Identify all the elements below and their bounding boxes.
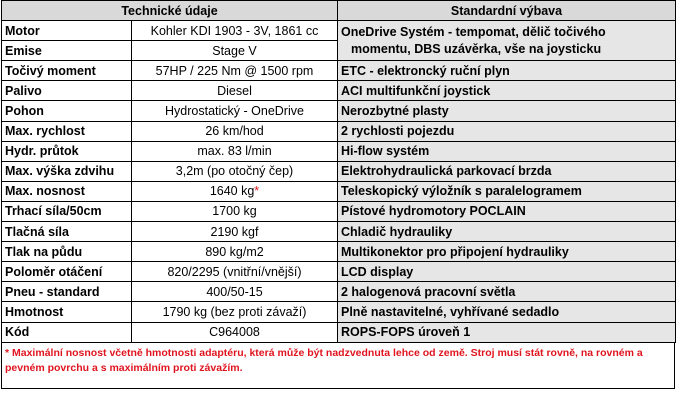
equipment-item: ACI multifunkční joystick	[338, 81, 676, 101]
equipment-item: Nerozbytné plasty	[338, 101, 676, 121]
table-row	[2, 61, 676, 81]
table-row	[2, 322, 676, 342]
row-value: max. 83 l/min	[132, 141, 338, 161]
table-row	[2, 282, 676, 302]
row-label: Tlačná síla	[2, 222, 132, 242]
row-value: 26 km/hod	[132, 121, 338, 141]
equipment-item-onedrive	[338, 21, 676, 61]
row-value: 1790 kg (bez proti závaží)	[132, 302, 338, 322]
equipment-item: LCD display	[338, 262, 676, 282]
row-label: Hmotnost	[2, 302, 132, 322]
row-value: 1640 kg	[209, 184, 255, 199]
row-value: 1700 kg	[132, 201, 338, 221]
footnote	[1, 343, 675, 389]
spec-table	[1, 0, 676, 343]
header-technical-data: Technické údaje	[2, 1, 338, 21]
footnote-marker: *	[5, 346, 10, 359]
footnote-marker: *	[254, 184, 260, 199]
table-row	[2, 101, 676, 121]
row-value: Stage V	[132, 41, 338, 61]
equipment-item: Chladič hydrauliky	[338, 222, 676, 242]
table-row	[2, 222, 676, 242]
row-value: 2190 kgf	[132, 222, 338, 242]
equipment-item: Multikonektor pro připojení hydrauliky	[338, 242, 676, 262]
row-label: Pohon	[2, 101, 132, 121]
equipment-item: Elektrohydraulická parkovací brzda	[338, 161, 676, 181]
row-label: Točivý moment	[2, 61, 132, 81]
table-row	[2, 302, 676, 322]
row-label: Emise	[2, 41, 132, 61]
footnote-text: Maximální nosnost včetně hmotnosti adaptéru, která může být nadzvednuta lehce od země. Stroj musí stát rovně, na rovném a pevném povrchu a s maximálním proti závažím.	[5, 346, 643, 374]
row-label: Max. výška zdvihu	[2, 161, 132, 181]
row-label: Max. rychlost	[2, 121, 132, 141]
table-row	[2, 161, 676, 181]
table-row	[2, 242, 676, 262]
row-label: Palivo	[2, 81, 132, 101]
header-standard-equipment: Standardní výbava	[338, 1, 676, 21]
table-row	[2, 81, 676, 101]
equipment-item: 2 halogenová pracovní světla	[338, 282, 676, 302]
row-value: 400/50-15	[132, 282, 338, 302]
row-value: 890 kg/m2	[132, 242, 338, 262]
row-value: 3,2m (po otočný čep)	[132, 161, 338, 181]
equipment-item: Pístové hydromotory POCLAIN	[338, 201, 676, 221]
row-label: Tlak na půdu	[2, 242, 132, 262]
table-row	[2, 201, 676, 221]
row-label: Motor	[2, 21, 132, 41]
row-label: Trhací síla/50cm	[2, 201, 132, 221]
equipment-item: 2 rychlosti pojezdu	[338, 121, 676, 141]
table-header-row	[2, 1, 676, 21]
equipment-item: Plně nastavitelné, vyhřívané sedadlo	[338, 302, 676, 322]
table-row	[2, 181, 676, 201]
equipment-item: ROPS-FOPS úroveň 1	[338, 322, 676, 342]
spec-sheet	[1, 0, 675, 389]
equipment-item: Teleskopický výložník s paralelogramem	[338, 181, 676, 201]
row-value: 57HP / 225 Nm @ 1500 rpm	[132, 61, 338, 81]
row-label: Max. nosnost	[2, 181, 132, 201]
row-value: C964008	[132, 322, 338, 342]
row-value: 820/2295 (vnitřní/vnější)	[132, 262, 338, 282]
table-row	[2, 262, 676, 282]
equipment-item: ETC - elektroncký ruční plyn	[338, 61, 676, 81]
equipment-item: Hi-flow systém	[338, 141, 676, 161]
row-label: Hydr. průtok	[2, 141, 132, 161]
row-value-with-mark	[132, 181, 338, 201]
row-label: Kód	[2, 322, 132, 342]
table-row	[2, 21, 676, 41]
table-row	[2, 141, 676, 161]
row-label: Poloměr otáčení	[2, 262, 132, 282]
table-row	[2, 121, 676, 141]
row-value: Hydrostatický - OneDrive	[132, 101, 338, 121]
row-value: Diesel	[132, 81, 338, 101]
row-value: Kohler KDI 1903 - 3V, 1861 cc	[132, 21, 338, 41]
equipment-line: momentu, DBS uzávěrka, vše na joysticku	[351, 41, 602, 56]
equipment-line: OneDrive Systém - tempomat, dělič točivého	[341, 24, 606, 39]
row-label: Pneu - standard	[2, 282, 132, 302]
